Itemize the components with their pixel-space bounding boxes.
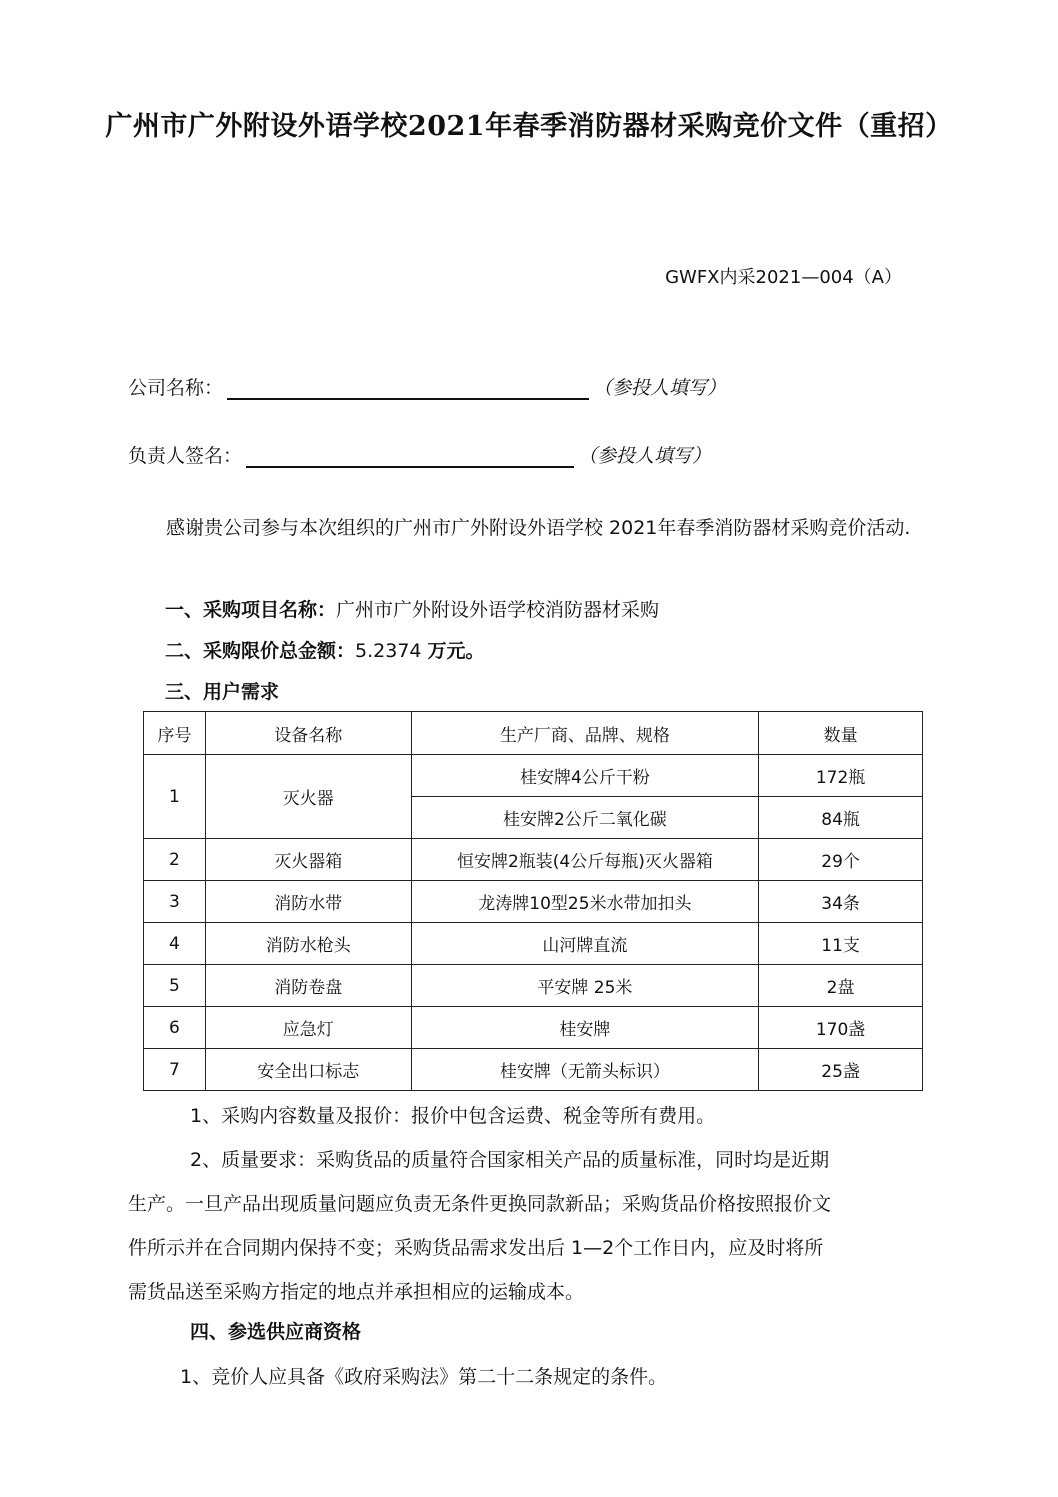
cell-no: 6 (144, 1007, 206, 1049)
cell-qty: 84瓶 (759, 797, 923, 839)
table-row (144, 881, 923, 923)
cell-name: 消防水带 (205, 881, 411, 923)
cell-name: 安全出口标志 (205, 1049, 411, 1091)
cell-no: 7 (144, 1049, 206, 1091)
cell-spec: 恒安牌2瓶装(4公斤每瓶)灭火器箱 (411, 839, 759, 881)
cell-name: 灭火器箱 (205, 839, 411, 881)
table-row (144, 755, 923, 797)
company-name-row (128, 373, 726, 400)
header-name: 设备名称 (205, 712, 411, 755)
cell-spec: 平安牌 25米 (411, 965, 759, 1007)
document-number: GWFX内采2021—004（A） (665, 267, 902, 288)
section-3-heading: 三、用户需求 (165, 681, 280, 703)
cell-spec: 桂安牌4公斤干粉 (411, 755, 759, 797)
section-1 (165, 590, 659, 630)
company-name-blank[interactable] (227, 378, 589, 400)
cell-name: 应急灯 (205, 1007, 411, 1049)
note-2-line-1: 2、质量要求：采购货品的质量符合国家相关产品的质量标准，同时均是近期 (190, 1149, 830, 1171)
company-name-label: 公司名称： (128, 377, 224, 399)
table-row (144, 923, 923, 965)
section-4-item-1: 1、竞价人应具备《政府采购法》第二十二条规定的条件。 (180, 1366, 668, 1388)
section-2-value: 5.2374 (355, 640, 422, 662)
note-2-line-4: 需货品送至采购方指定的地点并承担相应的运输成本。 (128, 1281, 585, 1303)
cell-qty: 11支 (759, 923, 923, 965)
section-4-heading: 四、参选供应商资格 (190, 1321, 362, 1343)
cell-qty: 25盏 (759, 1049, 923, 1091)
table-row (144, 965, 923, 1007)
cell-qty: 172瓶 (759, 755, 923, 797)
cell-spec: 山河牌直流 (411, 923, 759, 965)
cell-spec: 桂安牌 (411, 1007, 759, 1049)
cell-no: 4 (144, 923, 206, 965)
cell-name: 消防水枪头 (205, 923, 411, 965)
signer-label: 负责人签名： (128, 445, 243, 467)
section-1-value: 广州市广外附设外语学校消防器材采购 (336, 599, 660, 621)
cell-spec: 龙涛牌10型25米水带加扣头 (411, 881, 759, 923)
table-row (144, 839, 923, 881)
cell-no: 3 (144, 881, 206, 923)
cell-name: 灭火器 (205, 755, 411, 839)
section-2-unit: 万元。 (427, 640, 485, 662)
intro-paragraph: 感谢贵公司参与本次组织的广州市广外附设外语学校 2021年春季消防器材采购竞价活动. (166, 517, 911, 539)
section-2 (165, 631, 485, 671)
cell-qty: 34条 (759, 881, 923, 923)
signer-hint: （参投人填写） (578, 445, 712, 467)
note-1: 1、采购内容数量及报价：报价中包含运费、税金等所有费用。 (190, 1105, 716, 1127)
cell-no: 1 (144, 755, 206, 839)
section-1-label: 一、采购项目名称： (165, 599, 337, 621)
cell-qty: 2盘 (759, 965, 923, 1007)
cell-name: 消防卷盘 (205, 965, 411, 1007)
cell-qty: 170盏 (759, 1007, 923, 1049)
document-title: 广州市广外附设外语学校2021年春季消防器材采购竞价文件（重招） (105, 111, 953, 142)
header-no: 序号 (144, 712, 206, 755)
table-row (144, 1049, 923, 1091)
note-2-line-2: 生产。一旦产品出现质量问题应负责无条件更换同款新品；采购货品价格按照报价文 (128, 1193, 832, 1215)
cell-spec: 桂安牌2公斤二氧化碳 (411, 797, 759, 839)
cell-spec: 桂安牌（无箭头标识） (411, 1049, 759, 1091)
requirements-table (143, 711, 923, 1091)
note-2-line-3: 件所示并在合同期内保持不变；采购货品需求发出后 1—2个工作日内，应及时将所 (128, 1237, 824, 1259)
cell-no: 2 (144, 839, 206, 881)
table-header-row (144, 712, 923, 755)
cell-qty: 29个 (759, 839, 923, 881)
signer-row (128, 441, 711, 468)
section-2-label: 二、采购限价总金额： (165, 640, 356, 662)
signer-blank[interactable] (246, 446, 574, 468)
header-spec: 生产厂商、品牌、规格 (411, 712, 759, 755)
company-name-hint: （参投人填写） (593, 377, 727, 399)
cell-no: 5 (144, 965, 206, 1007)
table-row (144, 1007, 923, 1049)
header-qty: 数量 (759, 712, 923, 755)
